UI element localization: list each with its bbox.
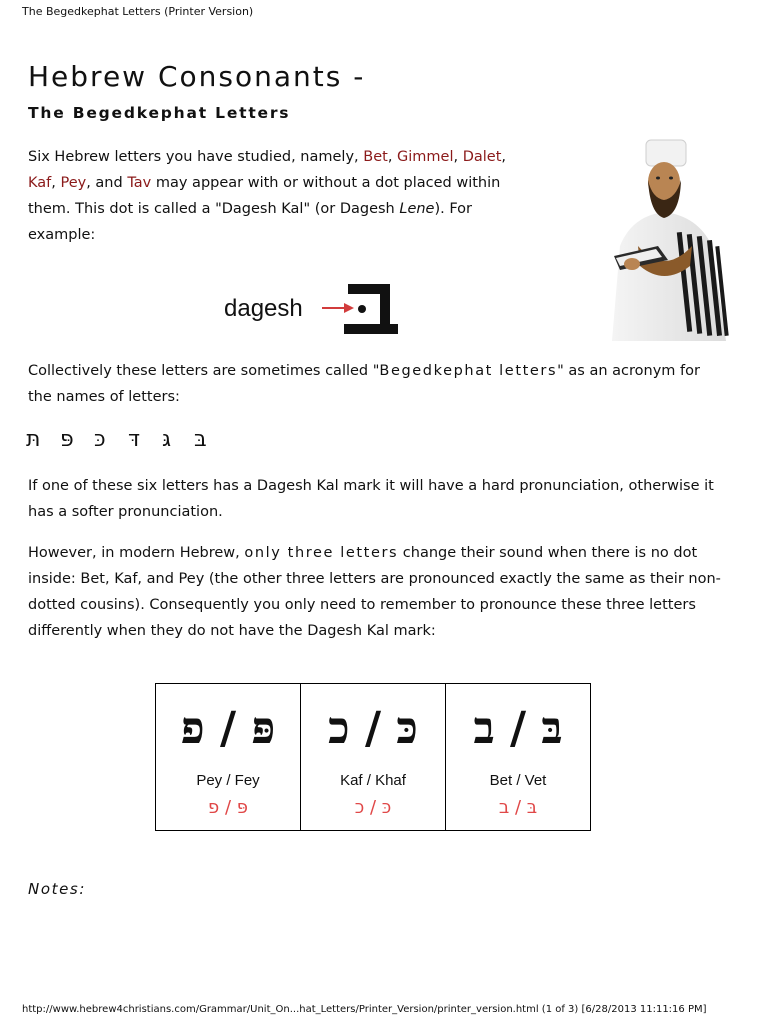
dagesh-dot-icon bbox=[358, 305, 366, 313]
bet-letter-icon bbox=[344, 284, 398, 334]
intro-text: Six Hebrew letters you have studied, namely, bbox=[28, 149, 364, 165]
begedkephat-letters-row bbox=[24, 424, 224, 452]
dagesh-label: dagesh bbox=[224, 295, 303, 322]
link-pey[interactable]: Pey bbox=[60, 175, 87, 191]
link-kaf[interactable]: Kaf bbox=[28, 175, 52, 191]
dagesh-example-figure bbox=[222, 276, 398, 336]
collective-paragraph: Collectively these letters are sometimes called "Begedkephat letters" as an acronym for the names of letters: bbox=[28, 363, 700, 405]
letter-comparison-table bbox=[155, 683, 591, 831]
page-header: The Begedkephat Letters (Printer Version) bbox=[22, 5, 254, 18]
page-subtitle: The Begedkephat Letters bbox=[28, 104, 291, 122]
page-title: Hebrew Consonants - bbox=[28, 60, 366, 93]
pair-name: Kaf / Khaf bbox=[340, 772, 406, 789]
pair-name: Bet / Vet bbox=[489, 772, 547, 789]
pair-letters: פּ / פ bbox=[180, 703, 276, 754]
link-tav[interactable]: Tav bbox=[127, 175, 152, 191]
hard-soft-paragraph: If one of these six letters has a Dagesh Kal mark it will have a hard pronunciation, otherwise it has a softer pronunciation. bbox=[28, 478, 714, 520]
link-dalet[interactable]: Dalet bbox=[462, 149, 502, 165]
hebrew-letter-pey: פּ bbox=[60, 427, 74, 452]
hebrew-letter-gimmel: גּ bbox=[162, 427, 172, 452]
pair-script: פּ / פ bbox=[208, 797, 248, 818]
pair-script: בּ / ב bbox=[498, 797, 538, 818]
pair-letters: בּ / ב bbox=[473, 703, 563, 754]
pair-cell-bet bbox=[446, 684, 591, 831]
pair-cell-pey bbox=[156, 684, 301, 831]
pair-letters: כּ / כ bbox=[328, 703, 418, 754]
page-footer-url: http://www.hebrew4christians.com/Grammar/Unit_On...hat_Letters/Printer_Version/printer_version.html (1 of 3) [6/28/2013 11:11:16 PM] bbox=[22, 1004, 707, 1015]
intro-paragraph: Six Hebrew letters you have studied, namely, Bet, Gimmel, Dalet, Kaf, Pey, and Tav may appear with or without a dot placed within them. This dot is called a "Dagesh Kal" (or Dagesh Lene). For example: bbox=[28, 149, 507, 243]
hebrew-letter-bet: בּ bbox=[194, 427, 207, 452]
link-bet[interactable]: Bet bbox=[363, 149, 388, 165]
arrow-icon bbox=[344, 303, 354, 313]
hebrew-letter-kaf: כּ bbox=[94, 427, 106, 452]
modern-hebrew-paragraph: However, in modern Hebrew, only three letters change their sound when there is no dot inside: Bet, Kaf, and Pey (the other three letters are pronounced exactly the same as their non-dotted cousins). Consequently you only need to remember to pronounce these three letters differently when they do not have the Dagesh Kal mark: bbox=[28, 545, 721, 639]
link-gimmel[interactable]: Gimmel bbox=[397, 149, 454, 165]
pair-cell-kaf bbox=[301, 684, 446, 831]
pair-name: Pey / Fey bbox=[196, 772, 260, 789]
pair-script: כּ / כ bbox=[354, 797, 392, 818]
lene-term: Lene bbox=[399, 201, 435, 217]
notes-heading: Notes: bbox=[28, 880, 86, 898]
hebrew-letter-tav: תּ bbox=[26, 427, 41, 452]
rabbi-illustration bbox=[592, 136, 740, 346]
hebrew-letter-dalet: דּ bbox=[128, 427, 141, 452]
